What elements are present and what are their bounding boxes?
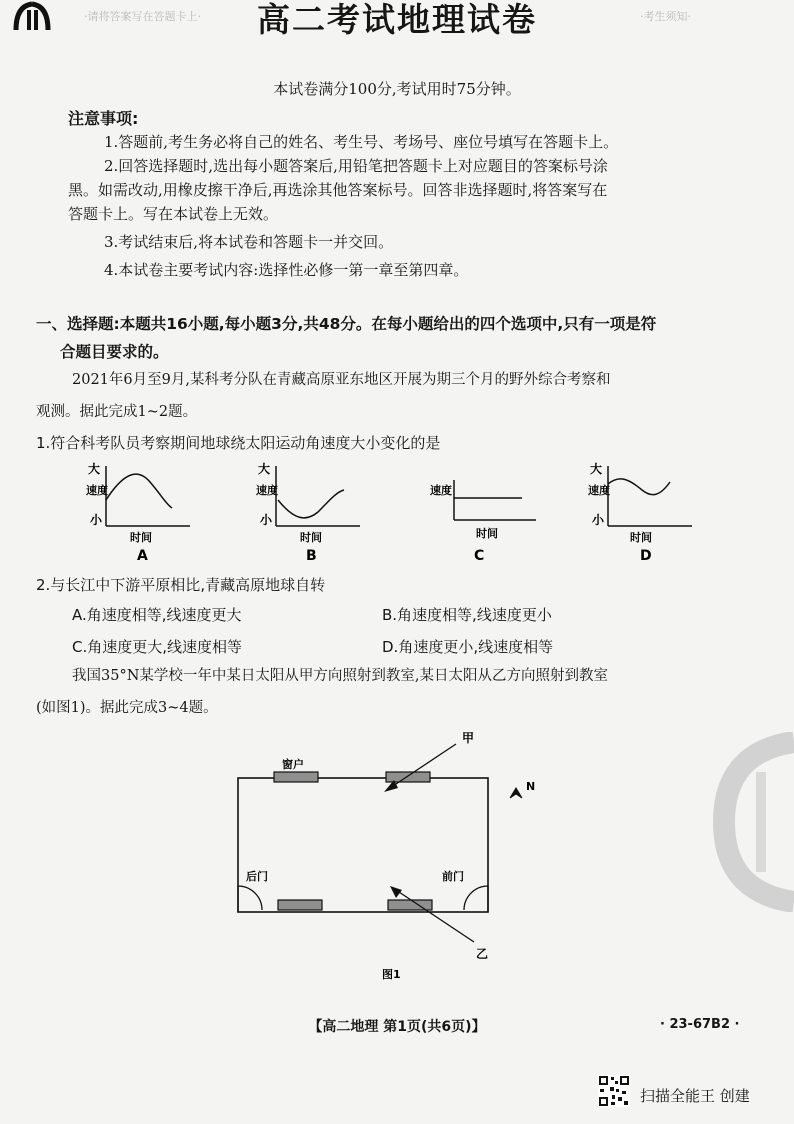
passage-one-line: 观测。据此完成1~2题。 xyxy=(36,404,198,420)
front-door xyxy=(464,886,488,912)
back-door xyxy=(238,886,262,912)
graph-y-bottom-label: 小 xyxy=(260,513,273,527)
exam-code: · 23-67B2 · xyxy=(660,1017,740,1032)
question-2-option-a: A.角速度相等,线速度更大 xyxy=(72,606,242,624)
exam-intro: 本试卷满分100分,考试用时75分钟。 xyxy=(273,80,521,98)
qr-code-icon xyxy=(598,1075,630,1107)
page-footer: 【高二地理 第1页(共6页)】 xyxy=(308,1019,486,1035)
graph-y-mid-label: 速度 xyxy=(430,484,452,497)
scanner-watermark: 扫描全能王 创建 xyxy=(640,1087,750,1105)
bleed-through-text-right: ·考生须知· xyxy=(640,10,691,23)
graph-y-mid-label: 速度 xyxy=(588,484,610,497)
graph-a xyxy=(80,460,200,560)
classroom-wall xyxy=(238,778,488,912)
graph-curve xyxy=(608,479,670,495)
notice-item: 3.考试结束后,将本试卷和答题卡一并交回。 xyxy=(104,233,394,251)
graph-y-mid-label: 速度 xyxy=(86,484,108,497)
window-south-left xyxy=(278,900,322,910)
notice-heading: 注意事项: xyxy=(68,109,139,128)
question-2-option-c: C.角速度更大,线速度相等 xyxy=(72,638,243,656)
back-door-label: 后门 xyxy=(246,870,268,883)
direction-label-yi: 乙 xyxy=(476,947,489,961)
question-2-stem: 2.与长江中下游平原相比,青藏高原地球自转 xyxy=(36,576,326,594)
bleed-through-text-left: ·请将答案写在答题卡上· xyxy=(84,10,201,23)
graph-curve xyxy=(278,490,344,518)
graph-x-label: 时间 xyxy=(630,531,652,544)
notice-item: 2.回答选择题时,选出每小题答案后,用铅笔把答题卡上对应题目的答案标号涂 xyxy=(104,157,608,175)
figure-1-classroom xyxy=(220,722,560,992)
sun-ray-yi xyxy=(396,890,474,942)
direction-label-jia: 甲 xyxy=(462,731,475,745)
section-one-heading: 一、选择题:本题共16小题,每小题3分,共48分。在每小题给出的四个选项中,只有一项是符 合题目要求的。 xyxy=(36,315,657,361)
window-south-right xyxy=(388,900,432,910)
graph-y-top-label: 大 xyxy=(590,462,603,476)
window-label: 窗户 xyxy=(282,758,304,771)
graph-c xyxy=(424,460,544,560)
notice-item: 黑。如需改动,用橡皮擦干净后,再选涂其他答案标号。回答非选择题时,将答案写在 xyxy=(68,181,608,199)
question-1-stem: 1.符合科考队员考察期间地球绕太阳运动角速度大小变化的是 xyxy=(36,434,441,452)
passage-one-line: 2021年6月至9月,某科考分队在青藏高原亚东地区开展为期三个月的野外综合考察和 xyxy=(72,372,611,388)
graph-option-letter: A xyxy=(137,548,148,560)
graph-b xyxy=(250,460,370,560)
figure-caption: 图1 xyxy=(382,968,401,981)
graph-option-letter: B xyxy=(306,548,317,560)
north-label: N xyxy=(526,780,536,793)
graph-x-label: 时间 xyxy=(130,531,152,544)
graph-curve xyxy=(106,474,172,508)
front-door-label: 前门 xyxy=(442,870,464,883)
sun-ray-yi-arrowhead xyxy=(390,886,402,898)
passage-two-line: 我国35°N某学校一年中某日太阳从甲方向照射到教室,某日太阳从乙方向照射到教室 xyxy=(72,668,608,684)
notice-item: 1.答题前,考生务必将自己的姓名、考生号、考场号、座位号填写在答题卡上。 xyxy=(104,133,619,151)
window-north-right xyxy=(386,772,430,782)
north-arrow-icon xyxy=(510,788,522,798)
notice-item: 答题卡上。写在本试卷上无效。 xyxy=(68,205,279,223)
graph-y-bottom-label: 小 xyxy=(592,513,605,527)
graph-x-label: 时间 xyxy=(476,527,498,540)
window-north-left xyxy=(274,772,318,782)
question-2-option-d: D.角速度更小,线速度相等 xyxy=(382,638,554,656)
graph-y-mid-label: 速度 xyxy=(256,484,278,497)
exam-title: 高二考试地理试卷 xyxy=(257,0,537,39)
notice-item: 4.本试卷主要考试内容:选择性必修一第一章至第四章。 xyxy=(104,261,469,279)
graph-option-letter: C xyxy=(474,548,485,560)
graph-d xyxy=(582,460,702,560)
graph-y-top-label: 大 xyxy=(258,462,271,476)
graph-y-top-label: 大 xyxy=(88,462,101,476)
graph-y-bottom-label: 小 xyxy=(90,513,103,527)
graph-option-letter: D xyxy=(640,548,652,560)
question-2-option-b: B.角速度相等,线速度更小 xyxy=(382,606,552,624)
graph-x-label: 时间 xyxy=(300,531,322,544)
watermark-logo-icon xyxy=(684,732,794,912)
passage-two-line: (如图1)。据此完成3~4题。 xyxy=(36,700,218,716)
